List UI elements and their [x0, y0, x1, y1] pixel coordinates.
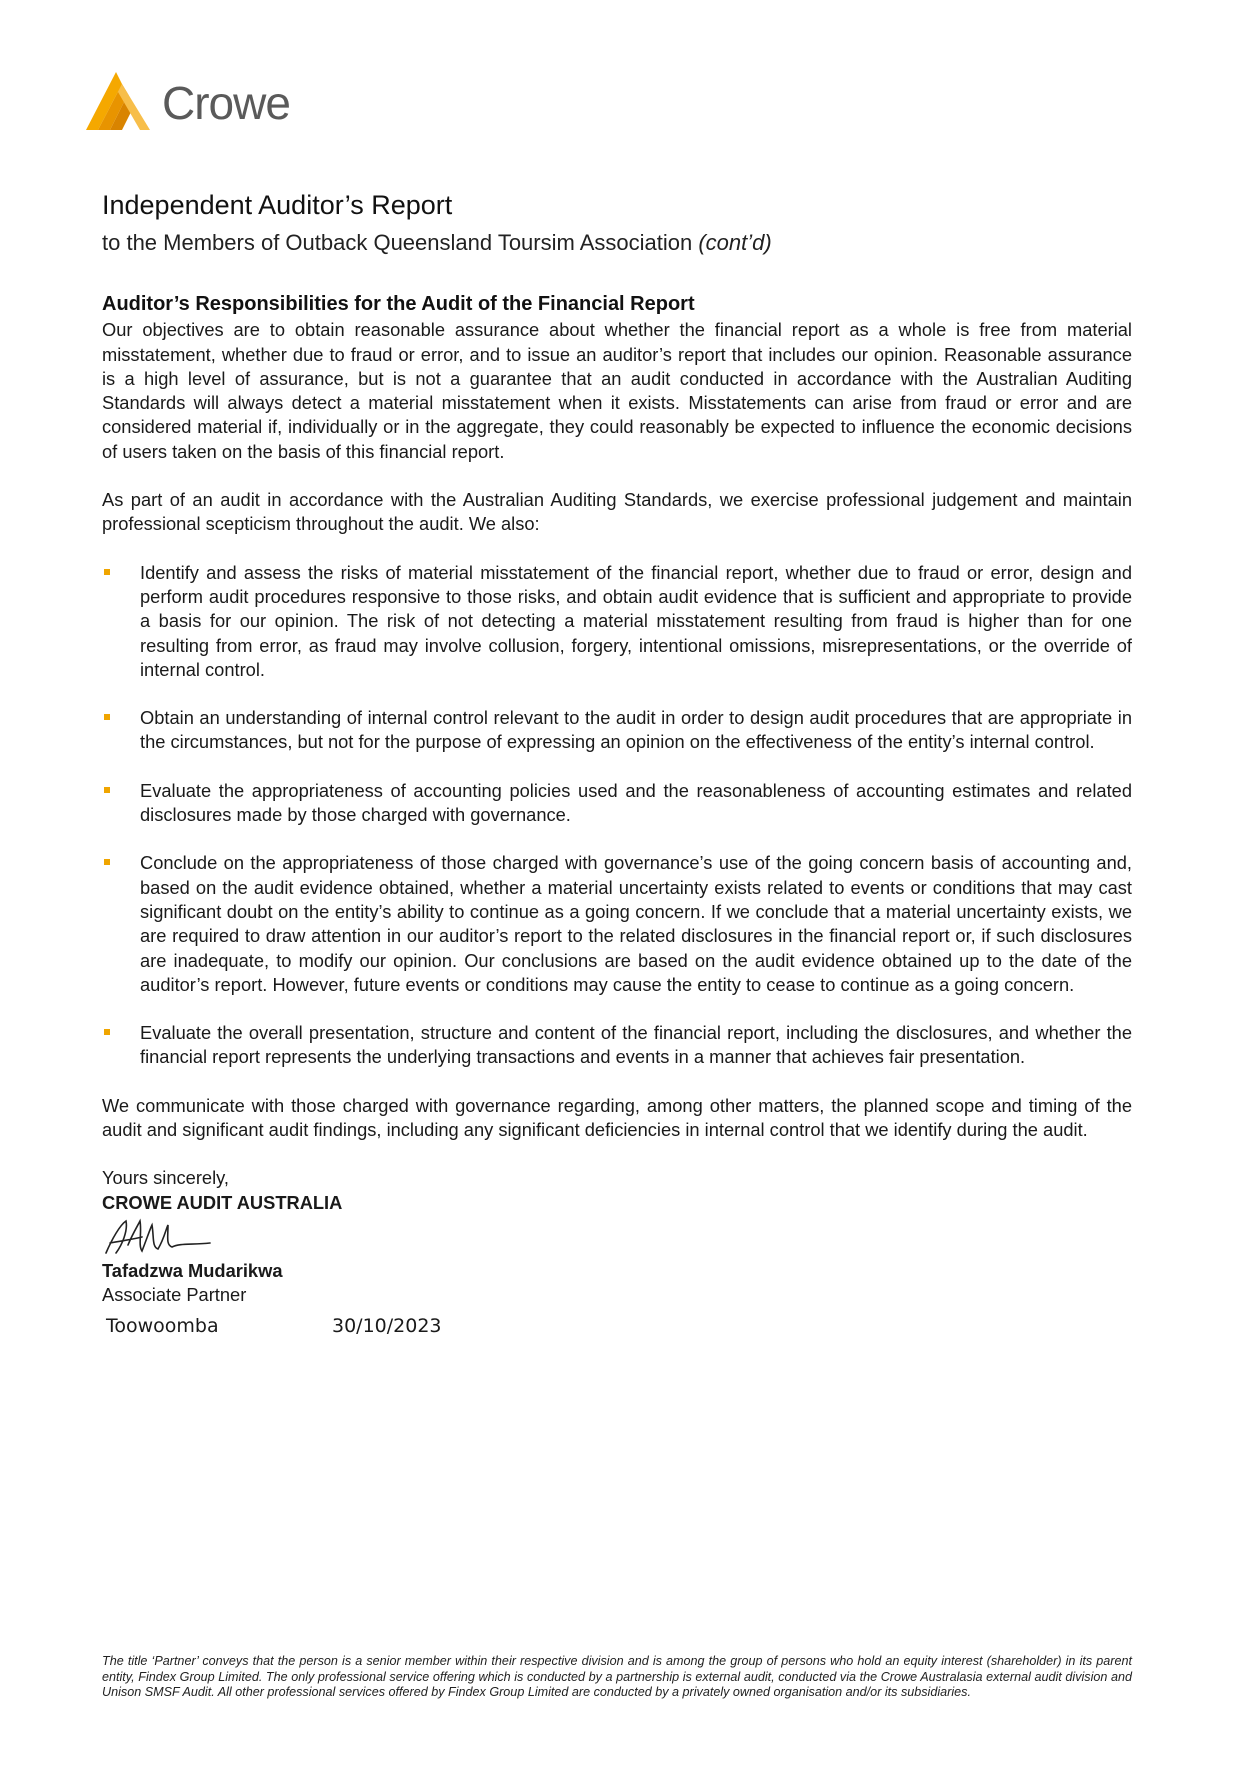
list-item: Obtain an understanding of internal control relevant to the audit in order to design audit procedures that are appropriate in the circumstances, but not for the purpose of expressing an opinion on the effectiveness of the entity’s internal control.: [102, 706, 1132, 755]
signing-date: 30/10/2023: [332, 1314, 442, 1337]
partner-title: Associate Partner: [102, 1284, 247, 1306]
list-item: Evaluate the appropriateness of accounting policies used and the reasonableness of accounting estimates and related disclosures made by those charged with governance.: [102, 779, 1132, 828]
partner-name: Tafadzwa Mudarikwa: [102, 1259, 283, 1281]
report-subtitle: [102, 230, 772, 256]
subtitle-text: to the Members of Outback Queensland Toursim Association: [102, 230, 693, 255]
subtitle-suffix: (cont’d): [698, 230, 772, 255]
firm-name: CROWE AUDIT AUSTRALIA: [102, 1191, 343, 1213]
list-item: Conclude on the appropriateness of those charged with governance’s use of the going concern basis of accounting and, based on the audit evidence obtained, whether a material uncertainty exists related to events or conditions that may cast significant doubt on the entity’s ability to continue as a going concern. If we conclude that a material uncertainty exists, we are required to draw attention in our auditor’s report to the related disclosures in the financial report or, if such disclosures are inadequate, to modify our opinion. Our conclusions are based on the audit evidence obtained up to the date of the auditor’s report. However, future events or conditions may cause the entity to cease to continue as a going concern.: [102, 851, 1132, 997]
paragraph-audit-approach: As part of an audit in accordance with the Australian Auditing Standards, we exercise professional judgement and maintain professional scepticism throughout the audit. We also:: [102, 489, 1132, 535]
paragraph-objectives: Our objectives are to obtain reasonable assurance about whether the financial report as a whole is free from material misstatement, whether due to fraud or error, and to issue an auditor’s report that includes our opinion. Reasonable assurance is a high level of assurance, but is not a guarantee that an audit conducted in accordance with the Australian Auditing Standards will always detect a material misstatement when it exists. Misstatements can arise from fraud or error and are considered material if, individually or in the aggregate, they could reasonably be expected to influence the economic decisions of users taken on the basis of this financial report.: [102, 319, 1132, 462]
crowe-chevron-icon: [86, 72, 150, 130]
responsibility-list: [102, 561, 1132, 1070]
crowe-logo: [86, 72, 290, 130]
bullet-icon: [104, 714, 110, 720]
paragraph-communication: We communicate with those charged with governance regarding, among other matters, the planned scope and timing of the audit and significant audit findings, including any significant deficiencies in internal control that we identify during the audit.: [102, 1094, 1132, 1141]
bullet-icon: [104, 1029, 110, 1035]
handwritten-signature-icon: [102, 1215, 242, 1259]
section-heading: Auditor’s Responsibilities for the Audit of the Financial Report: [102, 293, 695, 315]
signing-place: Toowoomba: [106, 1314, 219, 1337]
closing: Yours sincerely,: [102, 1167, 230, 1189]
footnote: The title ‘Partner’ conveys that the person is a senior member within their respective division and is among the group of persons who hold an equity interest (shareholder) in its parent entity, Findex Group Limited. The only professional service offering which is conducted by a partnership is external audit, conducted via the Crowe Australasia external audit division and Unison SMSF Audit. All other professional services offered by Findex Group Limited are conducted by a privately owned organisation and/or its subsidiaries.: [102, 1654, 1132, 1699]
signature: [102, 1215, 1132, 1259]
report-title: Independent Auditor’s Report: [102, 190, 453, 220]
bullet-icon: [104, 569, 110, 575]
list-item: Identify and assess the risks of material misstatement of the financial report, whether due to fraud or error, design and perform audit procedures responsive to those risks, and obtain audit evidence that is sufficient and appropriate to provide a basis for our opinion. The risk of not detecting a material misstatement resulting from fraud is higher than for one resulting from error, as fraud may involve collusion, forgery, intentional omissions, misrepresentations, or the override of internal control.: [102, 561, 1132, 682]
report-body: [102, 292, 1132, 1338]
place-date-row: [102, 1314, 1132, 1338]
bullet-icon: [104, 859, 110, 865]
logo-wordmark: Crowe: [162, 77, 290, 129]
bullet-icon: [104, 787, 110, 793]
list-item: Evaluate the overall presentation, structure and content of the financial report, including the disclosures, and whether the financial report represents the underlying transactions and events in a manner that achieves fair presentation.: [102, 1021, 1132, 1070]
